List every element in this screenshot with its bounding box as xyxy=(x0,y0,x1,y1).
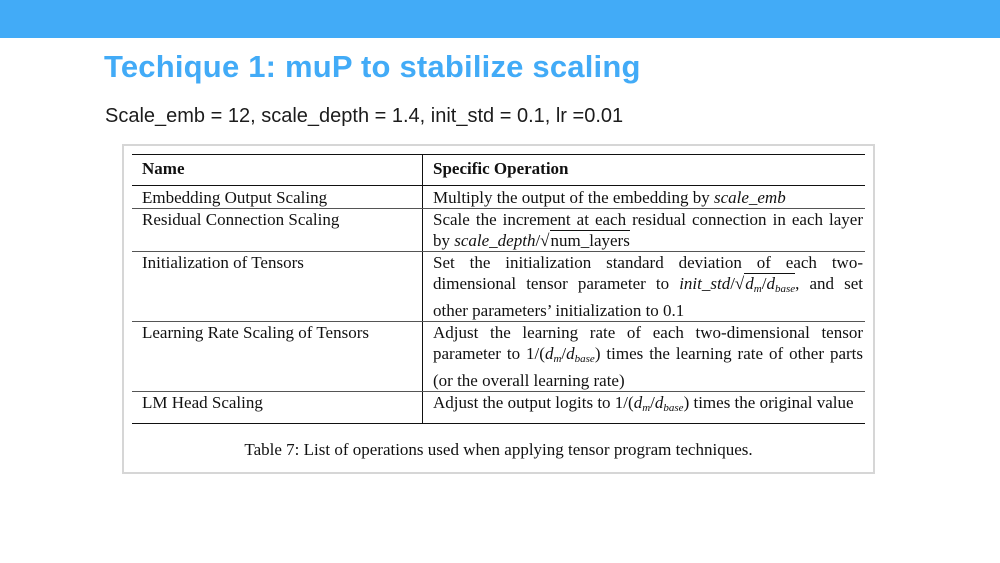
operations-table xyxy=(132,154,865,424)
table-image-frame xyxy=(122,144,875,474)
table-row xyxy=(132,186,865,209)
table-caption: Table 7: List of operations used when applying tensor program techniques. xyxy=(244,440,753,459)
column-header-operation: Specific Operation xyxy=(423,155,866,186)
row-name: Residual Connection Scaling xyxy=(132,209,423,252)
table-row xyxy=(132,322,865,392)
row-operation: Scale the increment at each residual connection in each layer by scale_depth/√num_layers xyxy=(423,209,866,252)
row-operation: Adjust the output logits to $1/(d_m/d_{base})$ times the original value xyxy=(433,393,854,414)
row-name: Learning Rate Scaling of Tensors xyxy=(132,322,423,392)
table-row xyxy=(132,252,865,322)
table-row xyxy=(132,392,865,424)
row-operation: Set the initialization standard deviation of each two-dimensional tensor parameter to $init\_std/√d_m/d_{base}$, and set other parameters’ initialization to 0.1 xyxy=(423,252,866,322)
row-operation: Adjust the learning rate of each two-dimensional tensor parameter to $1/(d_m/d_{base})$ times the learning rate of other parts (or the overall learning rate) xyxy=(423,322,866,392)
table-row xyxy=(132,209,865,252)
row-name: Initialization of Tensors xyxy=(132,252,423,322)
row-name: Embedding Output Scaling xyxy=(132,186,423,209)
row-operation: Multiply the output of the embedding by scale_emb xyxy=(423,186,866,209)
header-bar xyxy=(0,0,1000,38)
slide-subtitle: Scale_emb = 12, scale_depth = 1.4, init_std = 0.1, lr =0.01 xyxy=(105,105,624,127)
column-header-name: Name xyxy=(132,155,423,186)
row-name: LM Head Scaling xyxy=(132,392,423,424)
slide-title: Techique 1: muP to stabilize scaling xyxy=(104,49,641,84)
